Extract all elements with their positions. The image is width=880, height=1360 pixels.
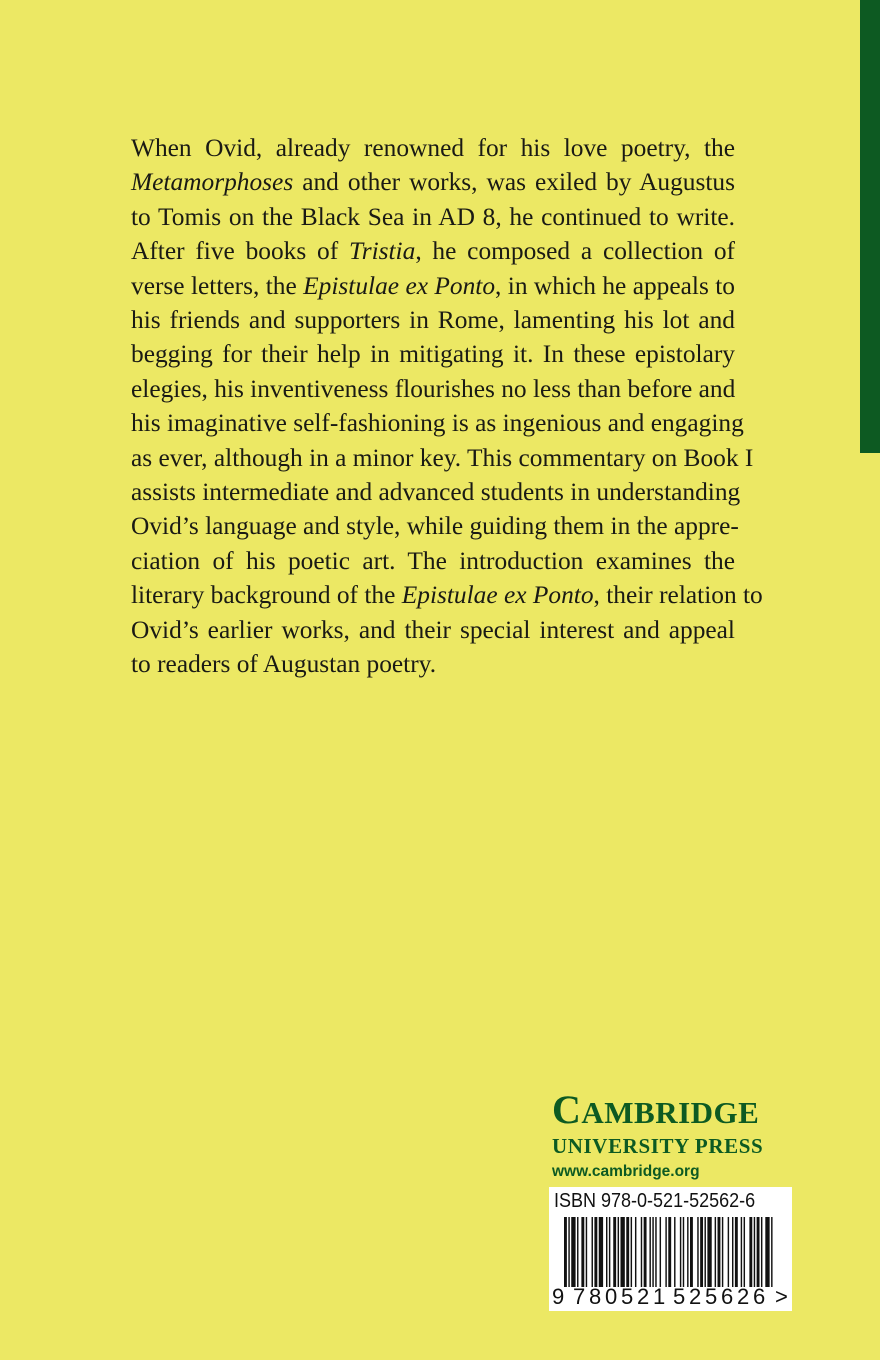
blurb-line <box>131 234 735 268</box>
blurb-line <box>131 544 735 578</box>
blurb-text: assists intermediate and advanced students in understanding <box>131 478 741 507</box>
barcode-bar <box>660 1217 661 1287</box>
blurb-line <box>131 165 735 199</box>
barcode-digit: 2 <box>637 1284 650 1309</box>
blurb-line <box>131 647 735 681</box>
publisher-name-rest: AMBRIDGE <box>581 1095 760 1130</box>
barcode-bar <box>652 1217 653 1287</box>
barcode-bar <box>626 1217 629 1287</box>
blurb-line <box>131 372 735 406</box>
blurb-text: as ever, although in a minor key. This commentary on Book I <box>131 443 754 472</box>
blurb-line <box>131 475 741 509</box>
barcode-bar <box>700 1217 703 1287</box>
blurb-text: his friends and supporters in Rome, lamenting his lot and <box>131 306 735 335</box>
blurb-text: elegies, his inventiveness flourishes no less than before and <box>131 374 736 403</box>
isbn-barcode <box>549 1187 792 1311</box>
blurb-text: , he composed a collection of <box>415 237 735 266</box>
barcode-bar <box>635 1217 636 1287</box>
barcode-bar <box>749 1217 752 1287</box>
blurb-line <box>131 303 735 337</box>
blurb-line <box>131 613 735 647</box>
blurb-text: After five books of <box>131 237 349 266</box>
blurb-italic-title: Tristia <box>348 237 416 266</box>
barcode-bar <box>704 1217 705 1287</box>
barcode-bar <box>732 1217 733 1287</box>
blurb-text: his imaginative self-fashioning is as ingenious and engaging <box>131 409 744 438</box>
blurb-line <box>131 337 735 371</box>
barcode-bar <box>761 1217 762 1287</box>
barcode-bar <box>687 1217 688 1287</box>
barcode-bar <box>641 1217 642 1287</box>
blurb-italic-title: Metamorphoses <box>131 168 294 197</box>
barcode-bar <box>674 1217 675 1287</box>
blurb-text: to Tomis on the Black Sea in AD 8, he continued to write. <box>131 202 735 231</box>
barcode-bar <box>618 1217 619 1287</box>
blurb-text: and other works, was exiled by Augustus <box>293 168 735 197</box>
barcode-bar <box>665 1217 666 1287</box>
blurb-line <box>131 269 735 303</box>
blurb-text: , their relation to <box>593 581 763 610</box>
barcode-bar <box>715 1217 716 1287</box>
barcode-digit: 0 <box>605 1284 618 1309</box>
barcode-bar <box>594 1217 597 1287</box>
blurb-text: Ovid’s language and style, while guiding them in the appre- <box>131 512 739 541</box>
blurb-line <box>131 441 754 475</box>
publisher-name-initial: C <box>552 1087 582 1132</box>
barcode-bar <box>620 1217 624 1287</box>
barcode-bar <box>754 1217 755 1287</box>
barcode-bar <box>606 1217 607 1287</box>
barcode-digit: > <box>775 1284 788 1309</box>
publisher-name <box>552 1087 792 1133</box>
publisher-subtitle: UNIVERSITY PRESS <box>552 1134 764 1158</box>
blurb-text: Ovid’s earlier works, and their special interest and appeal <box>131 615 735 644</box>
blurb-text: literary background of the <box>131 581 402 610</box>
barcode-bar <box>644 1217 647 1287</box>
barcode-bar <box>631 1217 632 1287</box>
publisher-logo <box>552 1087 792 1183</box>
barcode-digit: 2 <box>689 1284 702 1309</box>
barcode-digit: 7 <box>573 1284 586 1309</box>
isbn-label: ISBN 978-0-521-52562-6 <box>554 1190 756 1212</box>
barcode-digit: 5 <box>705 1284 718 1309</box>
blurb-line <box>131 578 763 612</box>
barcode-digit: 6 <box>721 1284 734 1309</box>
barcode-bar <box>592 1217 593 1287</box>
barcode-digit: 9 <box>552 1284 565 1309</box>
barcode-digits <box>549 1283 792 1311</box>
blurb-text: begging for their help in mitigating it. In these epistolary <box>131 340 735 369</box>
blurb-text: verse letters, the <box>131 271 304 300</box>
barcode-bar <box>571 1217 575 1287</box>
barcode-bar <box>649 1217 650 1287</box>
barcode-digit: 2 <box>737 1284 750 1309</box>
barcode-bar <box>599 1217 603 1287</box>
barcode-bar <box>718 1217 721 1287</box>
barcode-bar <box>741 1217 742 1287</box>
barcode-bar <box>613 1217 616 1287</box>
spine-color-bar <box>860 0 880 453</box>
barcode-digit: 5 <box>621 1284 634 1309</box>
barcode-bar <box>655 1217 656 1287</box>
barcode-bar <box>586 1217 587 1287</box>
barcode-bar <box>668 1217 671 1287</box>
barcode-bar <box>757 1217 760 1287</box>
barcode-digit: 5 <box>673 1284 686 1309</box>
barcode-bar <box>744 1217 745 1287</box>
publisher-url: www.cambridge.org <box>552 1163 700 1180</box>
back-cover-blurb <box>131 131 763 682</box>
blurb-italic-title: Epistulae ex Ponto <box>401 581 594 610</box>
blurb-line <box>131 509 739 543</box>
barcode-bar <box>722 1217 723 1287</box>
blurb-line <box>131 200 735 234</box>
barcode-bar <box>568 1217 569 1287</box>
barcode-bar <box>728 1217 729 1287</box>
barcode-bar <box>707 1217 711 1287</box>
blurb-line <box>131 131 735 165</box>
blurb-line <box>131 406 744 440</box>
barcode-digit: 8 <box>589 1284 602 1309</box>
barcode-bar <box>609 1217 610 1287</box>
barcode-digit: 6 <box>753 1284 766 1309</box>
blurb-italic-title: Epistulae ex Ponto <box>303 271 496 300</box>
barcode-bar <box>697 1217 698 1287</box>
blurb-text: ciation of his poetic art. The introduction examines the <box>131 546 735 575</box>
barcode-bar <box>690 1217 693 1287</box>
barcode-bars <box>564 1217 774 1287</box>
blurb-text: When Ovid, already renowned for his love poetry, the <box>131 134 735 162</box>
barcode-bar <box>581 1217 584 1287</box>
barcode-digit: 1 <box>653 1284 666 1309</box>
barcode-bar <box>680 1217 681 1287</box>
blurb-text: to readers of Augustan poetry. <box>131 650 437 679</box>
barcode-bar <box>771 1217 772 1287</box>
barcode-bar <box>577 1217 578 1287</box>
barcode-bar <box>735 1217 738 1287</box>
blurb-text: , in which he appeals to <box>495 271 735 300</box>
barcode-bar <box>564 1217 567 1287</box>
barcode-bar <box>683 1217 684 1287</box>
barcode-bar <box>765 1217 769 1287</box>
